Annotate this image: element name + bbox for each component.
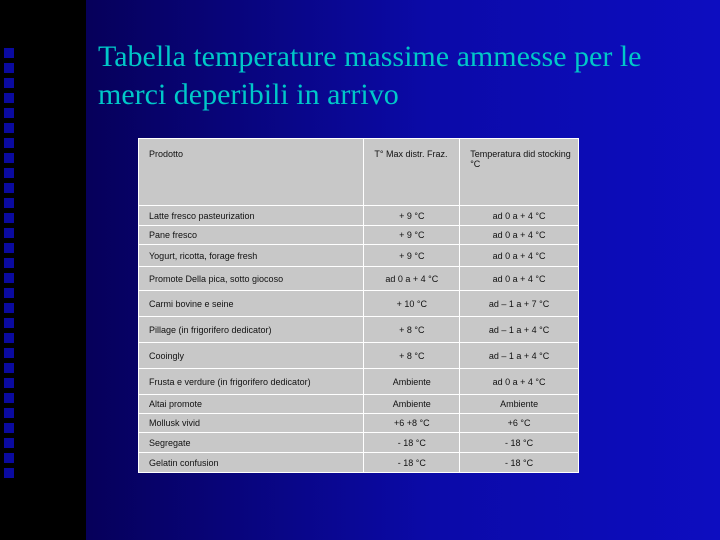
storage-temp-cell: ad 0 a + 4 °C xyxy=(460,267,579,291)
decorative-square xyxy=(4,348,14,358)
product-cell: Latte fresco pasteurization xyxy=(139,206,364,226)
decorative-square xyxy=(4,63,14,73)
decorative-square xyxy=(4,183,14,193)
decorative-square xyxy=(4,438,14,448)
product-cell: Gelatin confusion xyxy=(139,453,364,473)
decorative-square xyxy=(4,288,14,298)
decorative-square xyxy=(4,393,14,403)
decorative-square xyxy=(4,363,14,373)
storage-temp-cell: ad – 1 a + 4 °C xyxy=(460,317,579,343)
max-distribution-temp-cell: + 10 °C xyxy=(364,291,460,317)
max-distribution-temp-cell: - 18 °C xyxy=(364,453,460,473)
storage-temp-cell: - 18 °C xyxy=(460,433,579,453)
product-cell: Yogurt, ricotta, forage fresh xyxy=(139,245,364,267)
decorative-square xyxy=(4,378,14,388)
max-distribution-temp-cell: + 8 °C xyxy=(364,343,460,369)
storage-temp-cell: Ambiente xyxy=(460,395,579,414)
storage-temp-cell: +6 °C xyxy=(460,414,579,433)
table-row xyxy=(139,267,579,291)
max-distribution-temp-cell: - 18 °C xyxy=(364,433,460,453)
product-cell: Mollusk vivid xyxy=(139,414,364,433)
table-row xyxy=(139,206,579,226)
table-header-row xyxy=(139,139,579,206)
storage-temp-cell: ad – 1 a + 4 °C xyxy=(460,343,579,369)
table-row xyxy=(139,317,579,343)
product-cell: Cooingly xyxy=(139,343,364,369)
storage-temp-cell: ad 0 a + 4 °C xyxy=(460,369,579,395)
decorative-square xyxy=(4,468,14,478)
max-distribution-temp-cell: Ambiente xyxy=(364,369,460,395)
storage-temp-cell: ad 0 a + 4 °C xyxy=(460,245,579,267)
max-distribution-temp-cell: + 9 °C xyxy=(364,245,460,267)
max-distribution-temp-cell: Ambiente xyxy=(364,395,460,414)
column-header: Prodotto xyxy=(139,139,364,206)
table-row xyxy=(139,343,579,369)
decorative-square xyxy=(4,153,14,163)
decorative-square xyxy=(4,138,14,148)
storage-temp-cell: - 18 °C xyxy=(460,453,579,473)
decorative-square xyxy=(4,198,14,208)
product-cell: Pane fresco xyxy=(139,226,364,245)
product-cell: Carmi bovine e seine xyxy=(139,291,364,317)
storage-temp-cell: ad – 1 a + 7 °C xyxy=(460,291,579,317)
storage-temp-cell: ad 0 a + 4 °C xyxy=(460,206,579,226)
storage-temp-cell: ad 0 a + 4 °C xyxy=(460,226,579,245)
table-row xyxy=(139,245,579,267)
decorative-square xyxy=(4,48,14,58)
decorative-square xyxy=(4,93,14,103)
decorative-square xyxy=(4,258,14,268)
table-row xyxy=(139,453,579,473)
decorative-square xyxy=(4,453,14,463)
decorative-square xyxy=(4,333,14,343)
max-distribution-temp-cell: ad 0 a + 4 °C xyxy=(364,267,460,291)
max-distribution-temp-cell: + 9 °C xyxy=(364,226,460,245)
decorative-square xyxy=(4,168,14,178)
table-row xyxy=(139,291,579,317)
decorative-square xyxy=(4,423,14,433)
decorative-square xyxy=(4,78,14,88)
product-cell: Promote Della pica, sotto giocoso xyxy=(139,267,364,291)
table-row xyxy=(139,226,579,245)
decorative-square xyxy=(4,108,14,118)
decorative-square xyxy=(4,408,14,418)
decorative-square xyxy=(4,318,14,328)
left-decorative-stripe xyxy=(0,0,86,540)
max-distribution-temp-cell: + 8 °C xyxy=(364,317,460,343)
product-cell: Segregate xyxy=(139,433,364,453)
table-row xyxy=(139,369,579,395)
slide-title: Tabella temperature massime ammesse per le merci deperibili in arrivo xyxy=(98,40,642,111)
table-row xyxy=(139,395,579,414)
decorative-square xyxy=(4,123,14,133)
decorative-squares xyxy=(4,48,20,478)
decorative-square xyxy=(4,273,14,283)
column-header: Temperatura did stocking °C xyxy=(460,139,579,206)
product-cell: Pillage (in frigorifero dedicator) xyxy=(139,317,364,343)
max-distribution-temp-cell: +6 +8 °C xyxy=(364,414,460,433)
max-distribution-temp-cell: + 9 °C xyxy=(364,206,460,226)
table-row xyxy=(139,433,579,453)
product-cell: Altai promote xyxy=(139,395,364,414)
decorative-square xyxy=(4,228,14,238)
column-header: T° Max distr. Fraz. xyxy=(364,139,460,206)
decorative-square xyxy=(4,213,14,223)
table-row xyxy=(139,414,579,433)
product-cell: Frusta e verdure (in frigorifero dedicator) xyxy=(139,369,364,395)
decorative-square xyxy=(4,243,14,253)
decorative-square xyxy=(4,303,14,313)
temperature-table xyxy=(138,138,579,473)
